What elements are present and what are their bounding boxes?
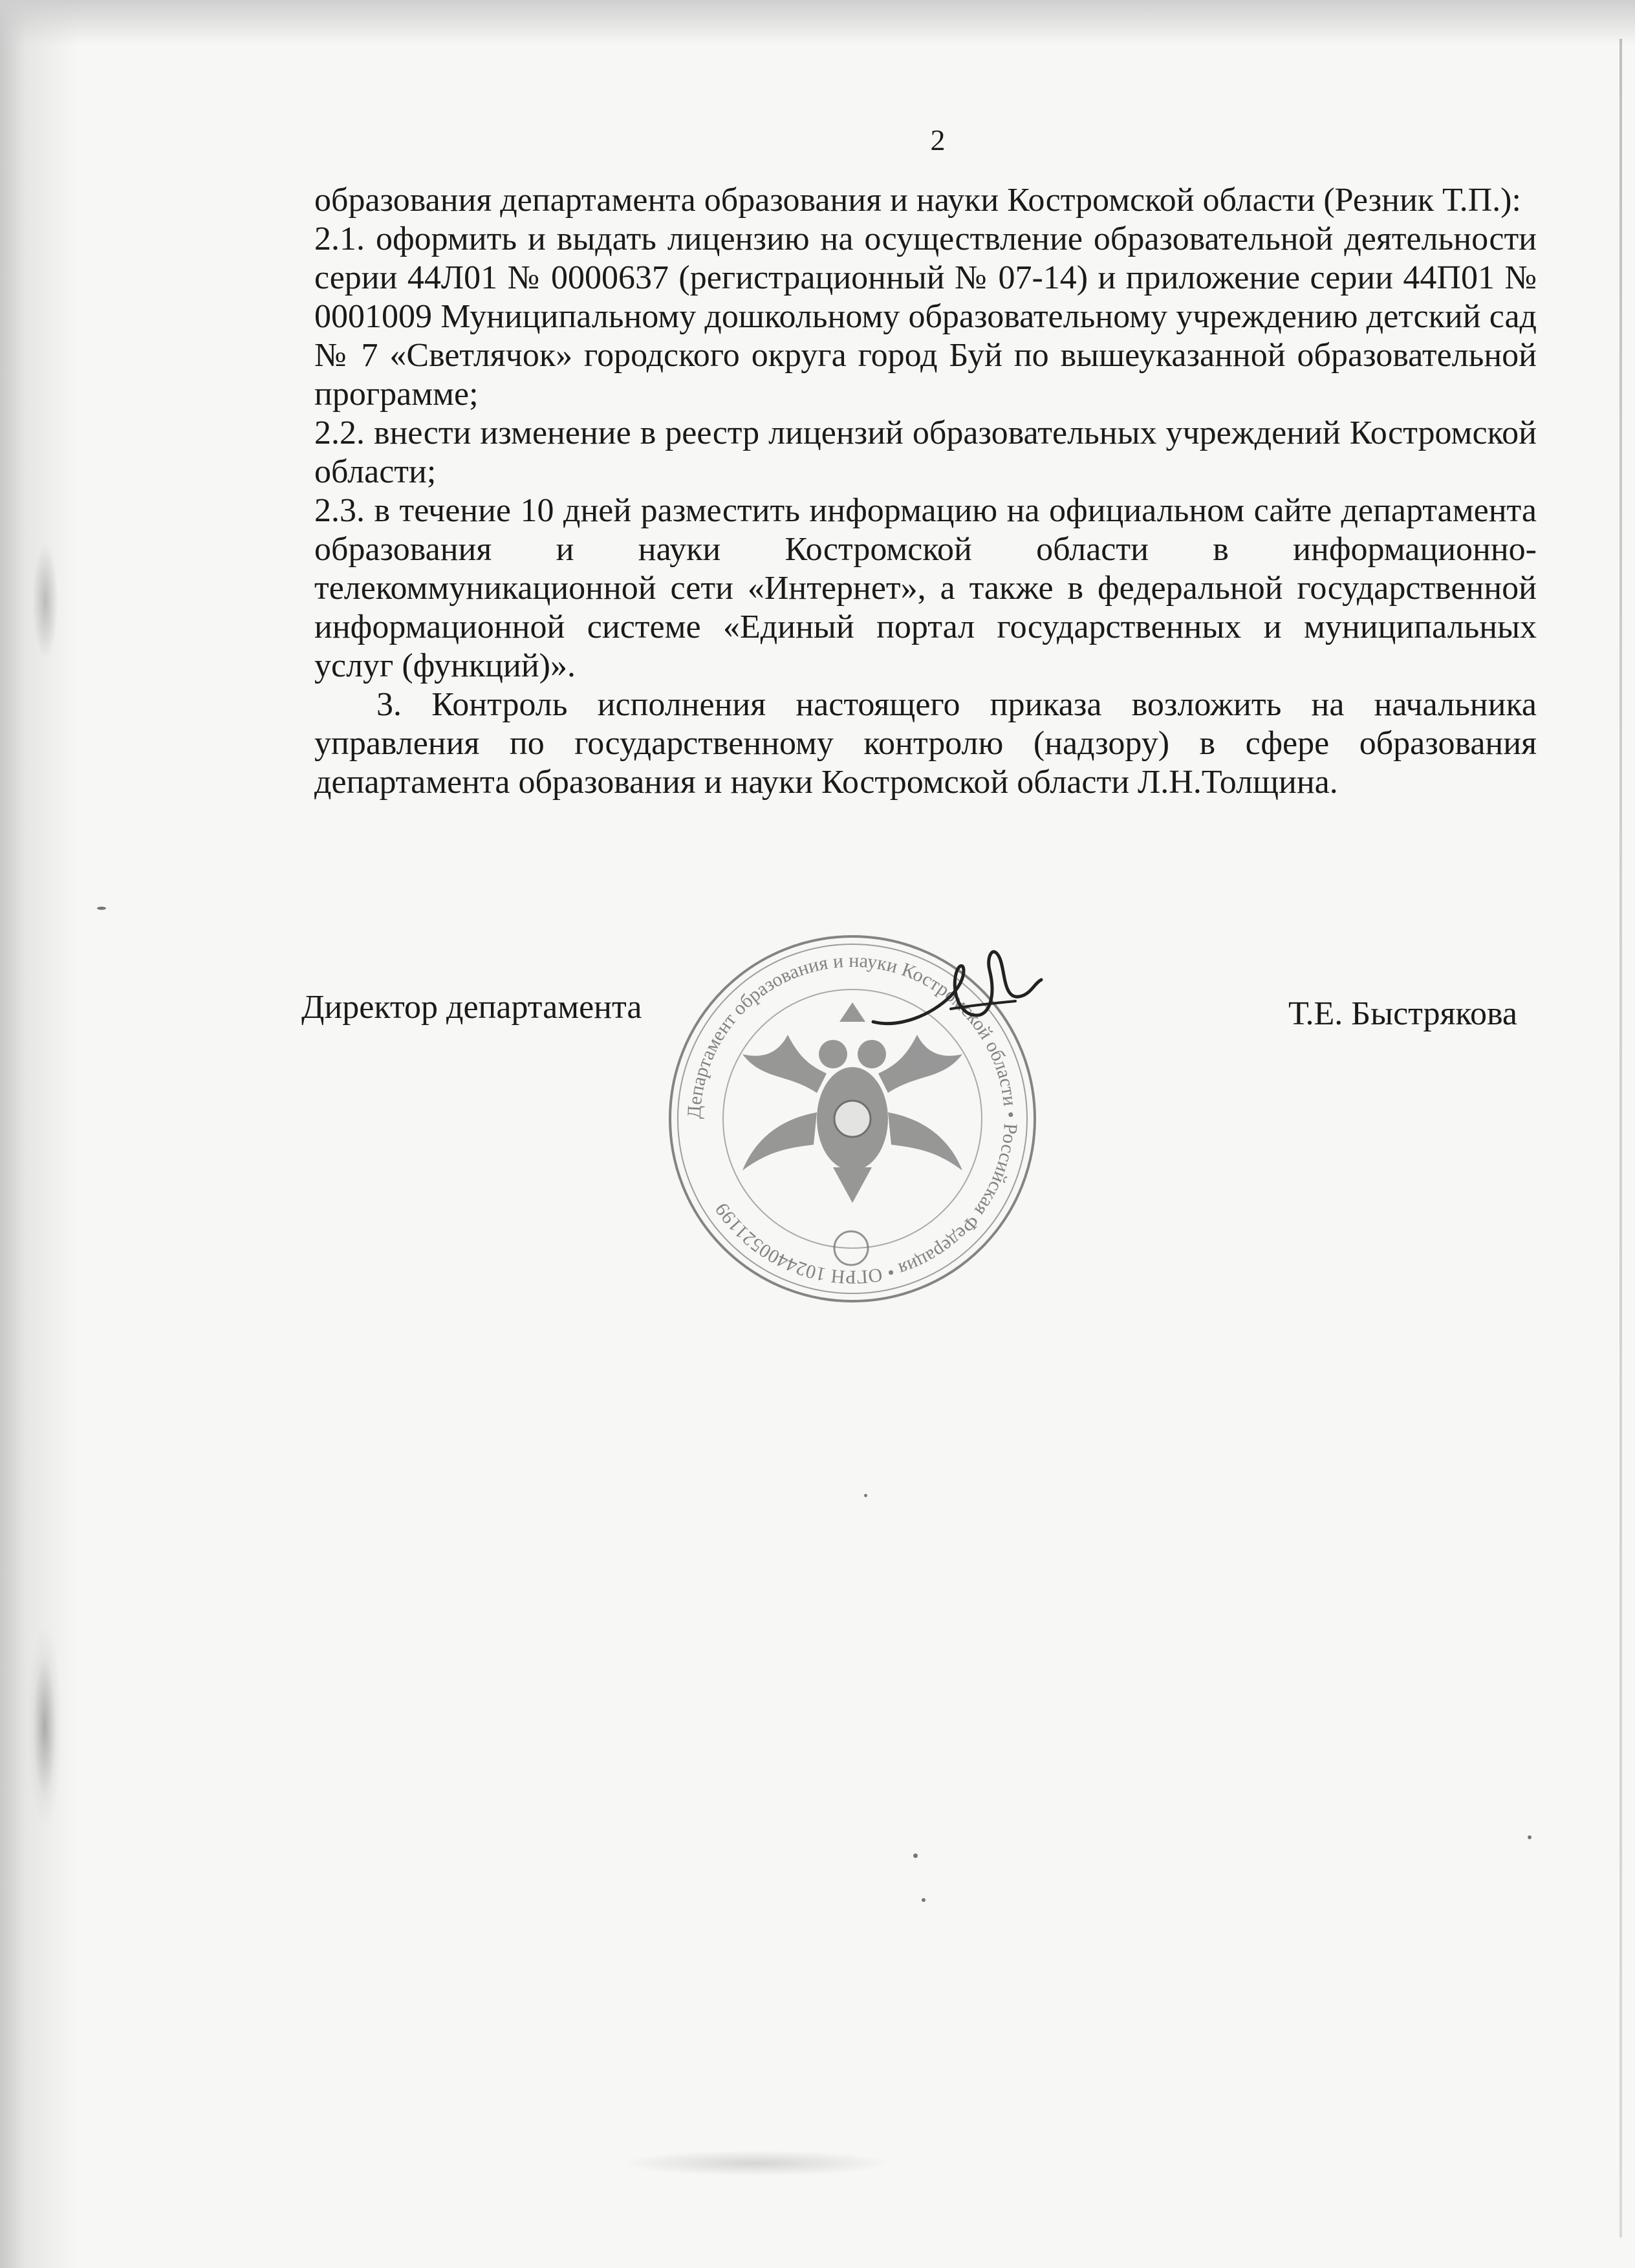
scan-smudge (28, 1630, 61, 1824)
scan-speck (922, 1898, 926, 1902)
paragraph-2-1: 2.1. оформить и выдать лицензию на осуществление образовательной деятельности серии 44Л01 № 0000637 (регистрационный № 07-14) и приложение серии 44П01 № 0001009 Муниципальному дошкольному образовательному учреждению детский сад № 7 «Светлячок» городского округа город Буй по вышеуказанной образовательной программе; (314, 221, 1537, 413)
scan-top-shadow (0, 0, 1635, 45)
signatory-name: Т.Е. Быстрякова (1288, 995, 1517, 1032)
scan-speck (1528, 1835, 1532, 1839)
scan-speck (913, 1853, 918, 1858)
paragraph-intro: образования департамента образования и науки Костромской области (Резник Т.П.): (314, 182, 1521, 219)
scan-speck (97, 907, 106, 910)
scan-smudge (621, 2150, 893, 2176)
paragraph-3: 3. Контроль исполнения настоящего приказа возложить на начальника управления по государственному контролю (надзору) в сфере образования департамента образования и науки Костромской области Л.Н.Толщина. (314, 686, 1537, 801)
document-body (314, 181, 1537, 802)
scan-smudge (32, 543, 58, 660)
signatory-title: Директор департамента (301, 989, 642, 1026)
scan-left-shadow (0, 0, 78, 2268)
seal-ring-text: Департамент образования и науки Костромской области • Российская Федерация • ОГРН 1024400521199 (683, 949, 1022, 1288)
page-number: 2 (930, 124, 946, 157)
scan-speck (864, 1494, 867, 1497)
paragraph-2-3: 2.3. в течение 10 дней разместить информацию на официальном сайте департамента образования и науки Костромской области в информационно-телекоммуникационной сети «Интернет», а также в федеральной государственной информационной системе «Единый портал государственных и муниципальных услуг (функций)». (314, 492, 1537, 684)
scan-right-edge (1619, 39, 1622, 2238)
signature-block (301, 988, 1517, 1040)
paragraph-2-2: 2.2. внести изменение в реестр лицензий образовательных учреждений Костромской области; (314, 415, 1537, 490)
